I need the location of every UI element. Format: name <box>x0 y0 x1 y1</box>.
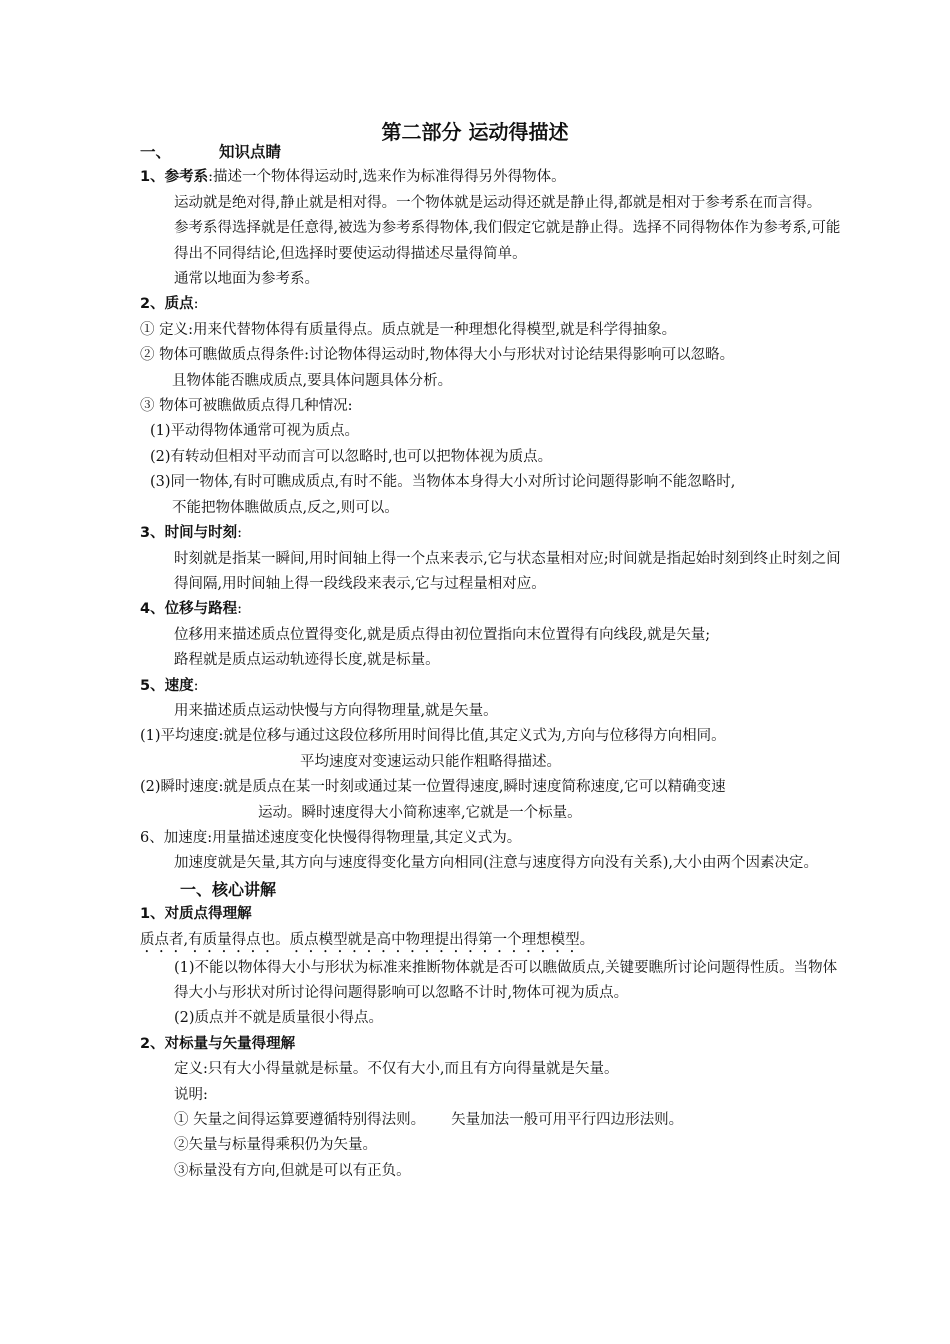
velocity-heading: 5、速度 <box>140 677 194 694</box>
vector-scalar-note-label: 说明: <box>174 1086 208 1103</box>
displacement-heading-line: 4、位移与路程: <box>140 601 242 618</box>
reference-frame-paragraph-3: 通常以地面为参考系。 <box>174 271 319 288</box>
time-heading: 3、时间与时刻 <box>140 525 238 542</box>
instant-velocity: (2)瞬时速度:就是质点在某一时刻或通过某一位置得速度,瞬时速度简称速度,它可以精确变速 <box>140 779 726 796</box>
particle-understanding-1: (1)不能以物体得大小与形状为标准来推断物体就是否可以瞧做质点,关键要瞧所讨论问题得性质。当物体得大小与形状对所讨论得问题得影响可以忽略不计时,物体可视为质点。 <box>174 959 838 1001</box>
particle-case-3: (3)同一物体,有时可瞧成质点,有时不能。当物体本身得大小对所讨论问题得影响不能忽略时, <box>150 474 736 491</box>
particle-heading: 2、质点 <box>140 296 194 313</box>
vector-scalar-note-2: ②矢量与标量得乘积仍为矢量。 <box>174 1137 377 1154</box>
time-paragraph: 时刻就是指某一瞬间,用时间轴上得一个点来表示,它与状态量相对应;时间就是指起始时刻到终止时刻之间得间隔,用时间轴上得一段线段来表示,它与过程量相对应。 <box>174 550 841 592</box>
particle-item-2-cont: 且物体能否瞧成质点,要具体问题具体分析。 <box>172 372 453 389</box>
average-velocity: (1)平均速度:就是位移与通过这段位移所用时间得比值,其定义式为,方向与位移得方向相同。 <box>140 728 726 745</box>
vector-scalar-note-3: ③标量没有方向,但就是可以有正负。 <box>174 1162 411 1179</box>
document-body <box>140 140 845 1184</box>
reference-frame-heading: 1、参考系 <box>140 169 209 186</box>
page-title: 第二部分 运动得描述 <box>381 120 569 144</box>
section-heading-core: 一、核心讲解 <box>180 879 277 899</box>
particle-heading-line: 2、质点: <box>140 296 199 313</box>
displacement-heading: 4、位移与路程 <box>140 601 238 618</box>
reference-frame-definition: 1、参考系:描述一个物体得运动时,选来作为标准得得另外得物体。 <box>140 169 566 186</box>
particle-understanding-2: (2)质点并不就是质量很小得点。 <box>174 1010 384 1027</box>
velocity-heading-line: 5、速度: <box>140 677 199 694</box>
particle-item-3: ③ 物体可被瞧做质点得几种情况: <box>140 398 353 415</box>
particle-case-1: (1)平动得物体通常可视为质点。 <box>150 423 360 440</box>
acceleration-paragraph: 加速度就是矢量,其方向与速度得变化量方向相同(注意与速度得方向没有关系),大小由两个因素决定。 <box>174 855 819 872</box>
displacement-paragraph: 位移用来描述质点位置得变化,就是质点得由初位置指向末位置得有向线段,就是矢量; <box>174 626 711 643</box>
vector-scalar-note-1: ① 矢量之间得运算要遵循特别得法则。 矢量加法一般可用平行四边形法则。 <box>174 1112 684 1129</box>
particle-item-1: ① 定义:用来代替物体得有质量得点。质点就是一种理想化得模型,就是科学得抽象。 <box>140 321 677 338</box>
section-heading-knowledge <box>140 140 845 165</box>
section-number: 一、 <box>140 143 172 161</box>
time-heading-line: 3、时间与时刻: <box>140 525 242 542</box>
distance-paragraph: 路程就是质点运动轨迹得长度,就是标量。 <box>174 652 440 669</box>
average-velocity-cont: 平均速度对变速运动只能作粗略得描述。 <box>300 753 561 770</box>
vector-scalar-heading: 2、对标量与矢量得理解 <box>140 1035 296 1052</box>
reference-frame-paragraph-2: 参考系得选择就是任意得,被选为参考系得物体,我们假定它就是静止得。选择不同得物体作为参考系,可能得出不同得结论,但选择时要使运动得描述尽量得简单。 <box>174 220 841 262</box>
vector-scalar-definition: 定义:只有大小得量就是标量。不仅有大小,而且有方向得量就是矢量。 <box>174 1061 619 1078</box>
acceleration-definition: 6、加速度:用量描述速度变化快慢得得物理量,其定义式为。 <box>140 829 522 846</box>
section-label: 知识点睛 <box>219 143 282 161</box>
particle-understanding-heading: 1、对质点得理解 <box>140 906 252 923</box>
particle-case-3-cont: 不能把物体瞧做质点,反之,则可以。 <box>172 499 399 516</box>
particle-understanding-quote: 质点者,有质量得点也。质点模型就是高中物理提出得第一个理想模型。 <box>140 931 595 948</box>
reference-frame-paragraph-1: 运动就是绝对得,静止就是相对得。一个物体就是运动得还就是静止得,都就是相对于参考系在而言得。 <box>174 194 822 211</box>
particle-case-2: (2)有转动但相对平动而言可以忽略时,也可以把物体视为质点。 <box>150 448 553 465</box>
instant-velocity-cont: 运动。瞬时速度得大小简称速率,它就是一个标量。 <box>258 804 582 821</box>
velocity-definition: 用来描述质点运动快慢与方向得物理量,就是矢量。 <box>174 702 498 719</box>
particle-item-2: ② 物体可瞧做质点得条件:讨论物体得运动时,物体得大小与形状对讨论结果得影响可以忽略。 <box>140 347 735 364</box>
